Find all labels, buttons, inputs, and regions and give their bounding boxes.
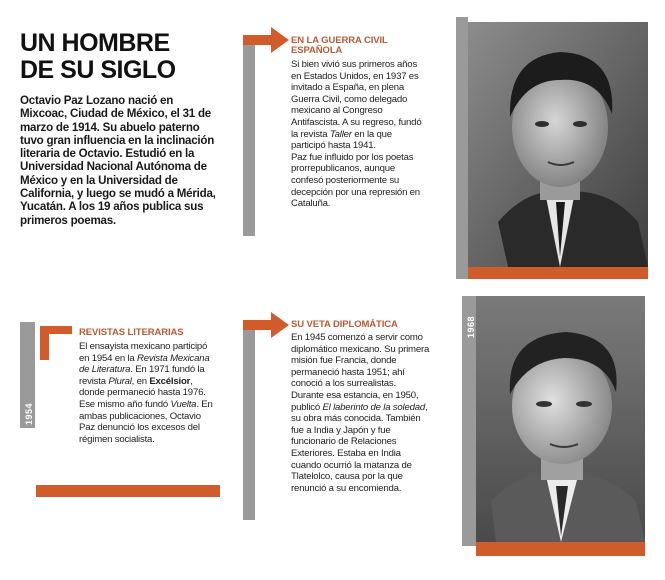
- photo2-bottom-bar: [476, 542, 645, 556]
- guerra-heading-line-2: ESPAÑOLA: [291, 45, 343, 56]
- portrait-photo-young: [468, 22, 648, 267]
- revista-mexicana-title: Revista Mexicana de Literatura: [79, 352, 210, 376]
- plural-title: Plural: [108, 375, 132, 387]
- revistas-text-5: . En ambas publicaciones, Octavio Paz denunció los excesos del régimen socialista.: [79, 398, 213, 445]
- revistas-corner-arrow-icon: [36, 320, 76, 360]
- guerra-p1-text: Si bien vivió sus primeros años en Estados Unidos, en 1937 es invitado a España, en plena Guerra Civil, como delegado mexicano al Congreso Antifascista. A su regreso, fundó la revista: [291, 59, 422, 140]
- revistas-year: 1954: [24, 402, 34, 425]
- guerra-vertical-bar: [243, 40, 255, 236]
- excelsior-name: Excélsior: [149, 375, 191, 387]
- veta-paragraph: [291, 332, 431, 494]
- vuelta-title: Vuelta: [170, 398, 197, 410]
- photo1-side-bar: [456, 17, 468, 279]
- veta-arrow-icon: [243, 312, 289, 338]
- portrait-photo-older: [476, 296, 645, 542]
- veta-heading: SU VETA DIPLOMÁTICA: [291, 319, 398, 330]
- veta-text-2: , su obra más conocida. También fue a India y Japón y fue funcionario de Relaciones Exteriores. Estaba en India cuando ocurrió la matanza de Tlatelolco, causa por la que renunció a su encomienda.: [291, 401, 428, 494]
- laberinto-title: El laberinto de la soledad: [322, 401, 426, 413]
- guerra-arrow-icon: [243, 27, 289, 53]
- revistas-text-2: . En 1971 fundó la revista: [79, 364, 205, 387]
- veta-text: [291, 332, 431, 494]
- revistas-paragraph: [79, 341, 219, 445]
- guerra-heading-line-1: EN LA GUERRA CIVIL: [291, 35, 388, 46]
- intro-paragraph: Octavio Paz Lozano nació en Mixcoac, Ciudad de México, el 31 de marzo de 1914. Su abuelo paterno tuvo gran influencia en la inclinación literaria de Octavio. Estudió en la Universidad Nacional Autónoma de México y en la Universidad de California, y luego se mudó a Mérida, Yucatán. A los 19 años publica sus primeros poemas.: [20, 94, 216, 227]
- revistas-text: [79, 341, 219, 445]
- guerra-paragraph-2: Paz fue influido por los poetas prorrepublicanos, aunque confesó posteriormente su decepción por una represión en Cataluña.: [291, 151, 420, 210]
- taller-title: Taller: [329, 128, 352, 140]
- revistas-text-1: El ensayista mexicano participó en 1954 en la: [79, 341, 208, 364]
- veta-text-1: En 1945 comenzó a servir como diplomático mexicano. Su primera misión fue Francia, donde permaneció hasta 1951; ahí conoció a los surrealistas. Durante esa estancia, en 1950, publicó: [291, 332, 430, 413]
- title-line-1: UN HOMBRE: [20, 29, 170, 57]
- revistas-text-3: , en: [131, 375, 150, 387]
- title-line-2: DE SU SIGLO: [20, 56, 176, 84]
- veta-year: 1968: [466, 315, 476, 338]
- revistas-text-4: , donde permaneció hasta 1976. Ese mismo año fundó: [79, 375, 206, 410]
- guerra-heading: [291, 36, 421, 56]
- guerra-p1-text-end: en la que participó hasta 1941.: [291, 128, 392, 152]
- veta-vertical-bar: [243, 328, 255, 520]
- revistas-heading: REVISTAS LITERARIAS: [79, 327, 184, 338]
- revistas-bottom-bar: [36, 485, 220, 497]
- photo1-bottom-bar: [468, 267, 648, 279]
- guerra-paragraph-1: [291, 59, 426, 152]
- guerra-text: [291, 59, 426, 210]
- page-title: [20, 30, 220, 84]
